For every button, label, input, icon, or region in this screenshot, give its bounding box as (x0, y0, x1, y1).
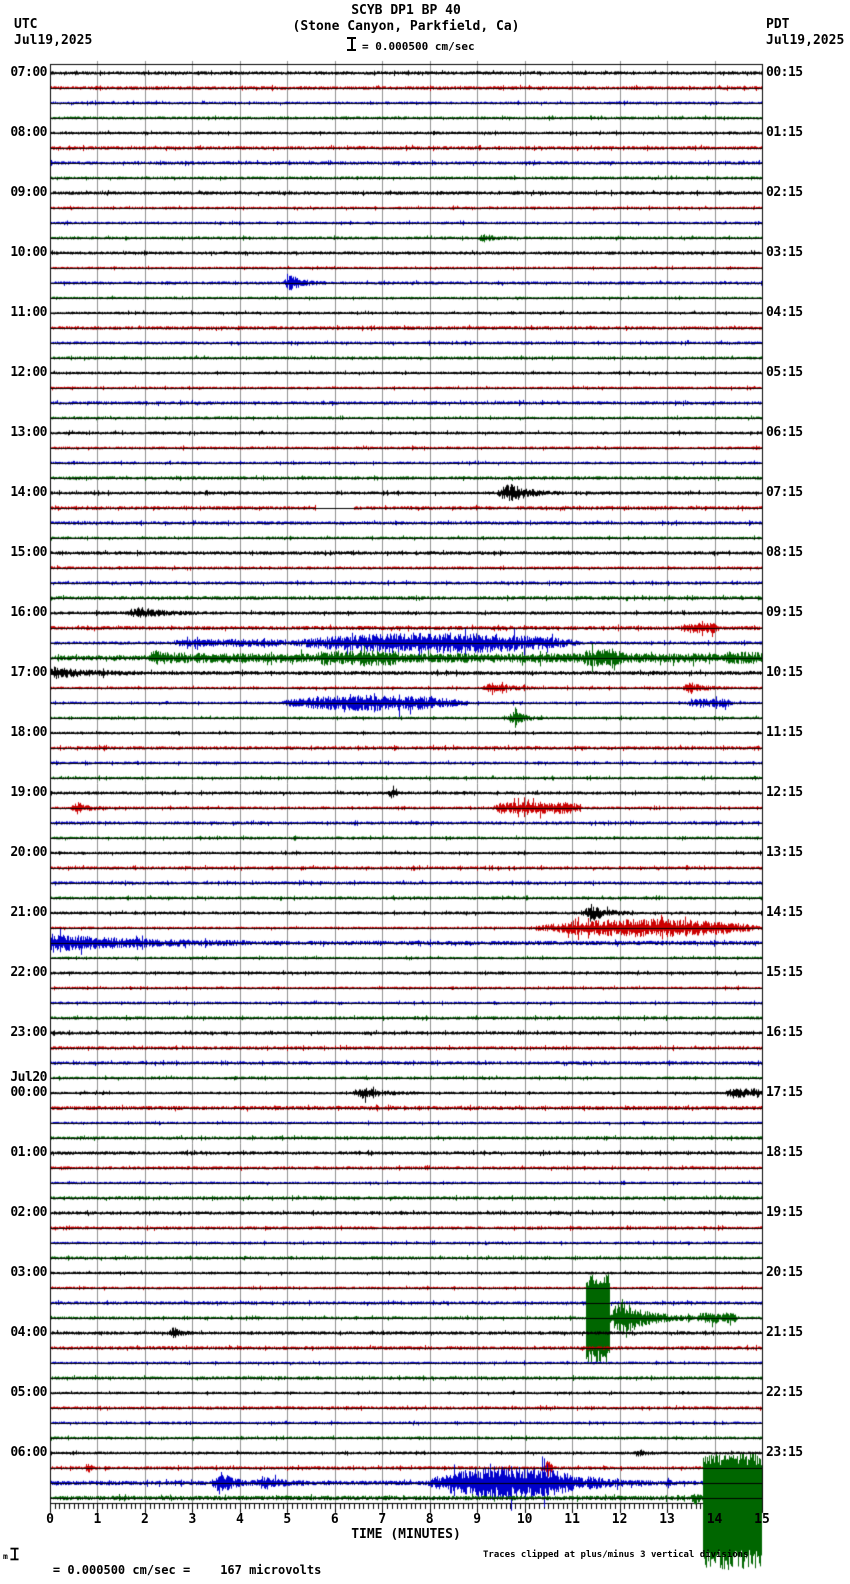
pdt-hour-label: 12:15 (766, 785, 803, 800)
utc-hour-label: 20:00 (10, 845, 47, 860)
utc-hour-label: 10:00 (10, 245, 47, 260)
utc-hour-label: 22:00 (10, 965, 47, 980)
pdt-hour-label: 14:15 (766, 905, 803, 920)
x-axis-tick-label: 9 (473, 1512, 482, 1527)
timezone-left-label: UTC (14, 17, 38, 32)
x-axis-tick-label: 12 (611, 1512, 628, 1527)
x-axis-tick-label: 11 (564, 1512, 580, 1527)
utc-hour-label: 14:00 (10, 485, 47, 500)
utc-hour-label: 05:00 (10, 1385, 47, 1400)
left-date-rollover-label: Jul20 (10, 1070, 47, 1085)
pdt-hour-label: 08:15 (766, 545, 803, 560)
x-axis-tick-label: 7 (378, 1512, 387, 1527)
x-axis-tick-label: 13 (659, 1512, 675, 1527)
date-left-label: Jul19,2025 (14, 33, 93, 48)
pdt-hour-label: 13:15 (766, 845, 803, 860)
utc-hour-label: 02:00 (10, 1205, 47, 1220)
x-axis-tick-label: 8 (425, 1512, 434, 1527)
pdt-hour-label: 16:15 (766, 1025, 803, 1040)
footer-clip-note: Traces clipped at plus/minus 3 vertical divisions (483, 1550, 749, 1560)
pdt-hour-label: 11:15 (766, 725, 803, 740)
x-axis-tick-label: 10 (516, 1512, 533, 1527)
scale-label: = 0.000500 cm/sec (362, 40, 475, 53)
date-right-label: Jul19,2025 (766, 33, 845, 48)
pdt-hour-label: 22:15 (766, 1385, 803, 1400)
scale-bar-icon (347, 37, 356, 51)
x-axis-tick-label: 4 (235, 1512, 244, 1527)
utc-hour-label: 13:00 (10, 425, 47, 440)
utc-hour-label: 04:00 (10, 1325, 47, 1340)
footer-scale-text (24, 1549, 321, 1584)
x-axis-tick-label: 0 (46, 1512, 54, 1527)
x-axis-tick-label: 14 (706, 1512, 723, 1527)
pdt-hour-label: 21:15 (766, 1325, 803, 1340)
utc-hour-label: 18:00 (10, 725, 47, 740)
pdt-hour-label: 19:15 (766, 1205, 803, 1220)
pdt-hour-label: 02:15 (766, 185, 803, 200)
pdt-hour-label: 01:15 (766, 125, 803, 140)
station-title: SCYB DP1 BP 40 (351, 3, 461, 18)
x-axis-tick-label: 1 (93, 1512, 102, 1527)
pdt-hour-label: 04:15 (766, 305, 803, 320)
pdt-hour-label: 00:15 (766, 65, 803, 80)
utc-hour-label: 19:00 (10, 785, 47, 800)
utc-hour-label: 23:00 (10, 1025, 47, 1040)
utc-hour-label: 15:00 (10, 545, 47, 560)
footer-scale-prefix: m (3, 1552, 8, 1561)
scale-bar-cap-bottom (347, 49, 356, 51)
x-axis-tick-label: 15 (754, 1512, 770, 1527)
footer-scale-value: 167 microvolts (220, 1563, 322, 1577)
pdt-hour-label: 20:15 (766, 1265, 803, 1280)
pdt-hour-label: 09:15 (766, 605, 803, 620)
footer-scale-bar-icon (10, 1548, 18, 1561)
x-axis-tick-label: 2 (141, 1512, 149, 1527)
x-axis-title: TIME (MINUTES) (351, 1527, 461, 1542)
pdt-hour-label: 18:15 (766, 1145, 803, 1160)
pdt-hour-label: 10:15 (766, 665, 803, 680)
utc-hour-label: 17:00 (10, 665, 47, 680)
utc-hour-label: 21:00 (10, 905, 47, 920)
x-axis-tick-label: 5 (283, 1512, 292, 1527)
footer-scale-cap-bottom (10, 1559, 18, 1561)
utc-hour-label: 06:00 (10, 1445, 47, 1460)
utc-hour-label: 00:00 (10, 1085, 47, 1100)
scale-bar-stem (351, 39, 353, 49)
pdt-hour-label: 17:15 (766, 1085, 803, 1100)
pdt-hour-label: 07:15 (766, 485, 803, 500)
utc-hour-label: 01:00 (10, 1145, 47, 1160)
timezone-right-label: PDT (766, 17, 790, 32)
station-subtitle: (Stone Canyon, Parkfield, Ca) (292, 19, 520, 34)
footer-scale-stem (14, 1550, 16, 1559)
pdt-hour-label: 23:15 (766, 1445, 803, 1460)
utc-hour-label: 11:00 (10, 305, 47, 320)
utc-hour-label: 07:00 (10, 65, 47, 80)
utc-hour-label: 16:00 (10, 605, 47, 620)
utc-hour-label: 12:00 (10, 365, 47, 380)
x-axis-tick-label: 3 (188, 1512, 197, 1527)
utc-hour-label: 03:00 (10, 1265, 47, 1280)
footer-scale-equation: = 0.000500 cm/sec = (52, 1563, 191, 1577)
pdt-hour-label: 15:15 (766, 965, 803, 980)
pdt-hour-label: 03:15 (766, 245, 803, 260)
pdt-hour-label: 05:15 (766, 365, 803, 380)
x-axis-tick-label: 6 (330, 1512, 339, 1527)
utc-hour-label: 08:00 (10, 125, 47, 140)
pdt-hour-label: 06:15 (766, 425, 803, 440)
utc-hour-label: 09:00 (10, 185, 47, 200)
